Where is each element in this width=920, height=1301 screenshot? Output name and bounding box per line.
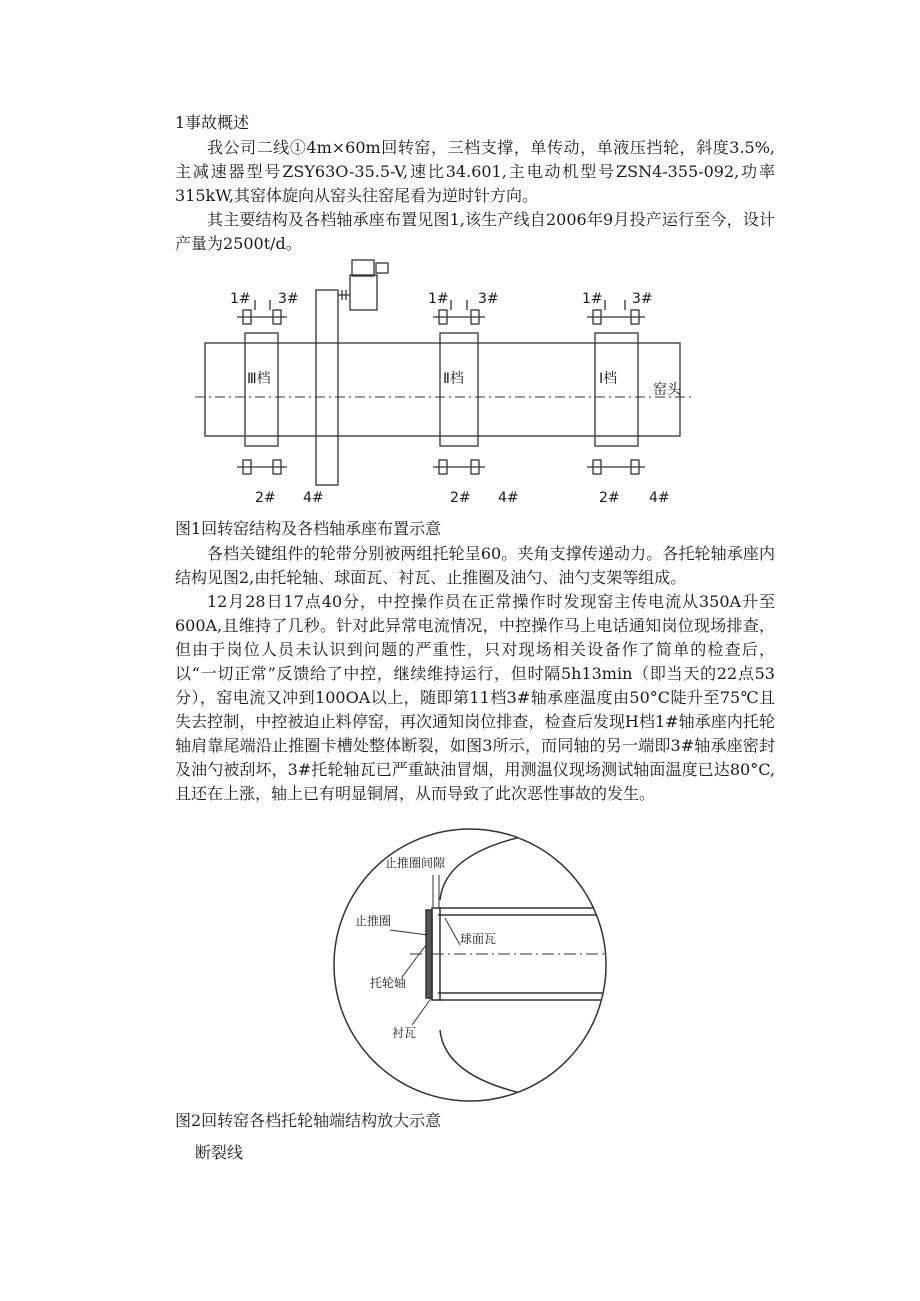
girth-gear [316,290,338,485]
leader-thrust-ring [390,930,428,935]
detail-circle [334,829,606,1101]
station-2-label: Ⅱ档 [443,371,464,387]
station-1-label: Ⅰ档 [599,371,618,387]
leader-liner [412,997,432,1025]
station-3-label: Ⅲ档 [247,371,271,387]
figure-1-kiln-diagram [195,255,715,510]
section-title: 1事故概述 [175,113,250,132]
station-3-tire [245,333,278,446]
paragraph-2: 其主要结构及各档轴承座布置见图1,该生产线自2006年9月投产运行至今，设计产量为2500t/d。 [175,210,775,253]
station-1-label-3: 3# [632,291,653,307]
station-1-label-4: 4# [649,490,670,506]
drive-motor [352,260,374,276]
station-2-label-4: 4# [498,490,519,506]
station-2-tire [440,333,478,446]
figure-2-caption: 图2回转窑各档托轮轴端结构放大示意 [175,1111,442,1130]
drive-motor-fan [376,263,388,273]
station-1-label-1: 1# [582,291,603,307]
liner-arc-top [440,833,540,900]
trailing-text: 断裂线 [195,1143,244,1162]
leader-spherical [445,918,460,945]
label-thrust-ring: 止推圈 [355,914,392,928]
label-spherical-bush: 球面瓦 [460,932,497,946]
station-3-label-1: 1# [230,291,251,307]
station-2-bottom-bearings [433,460,485,474]
station-1-top-bearings [587,310,645,324]
station-3-top-bearings [237,310,287,324]
station-1-tire [595,333,638,446]
paragraph-3: 各档关键组件的轮带分别被两组托轮呈60。夹角支撑传递动力。各托轮轴承座内结构见图2,由托轮轴、球面瓦、衬瓦、止推圈及油勺、油勺支架等组成。 [175,544,775,587]
kiln-head-label: 窑头 [653,382,681,398]
station-2-label-1: 1# [428,291,449,307]
paragraph-4: 12月28日17点40分，中控操作员在正常操作时发现窑主传电流从350A升至600A,且维持了几秒。针对此异常电流情况，中控操作马上电话通知岗位现场排查，但由于岗位人员未认识到问题的严重性，只对现场相关设备作了简单的检查后，以“一切正常”反馈给了中控，继续维持运行，但时隔5h13min（即当天的22点53分），窑电流又冲到100OA以上，随即第11档3#轴承座温度由50°C陡升至75℃且失去控制，中控被迫止料停窑，再次通知岗位排查，检查后发现H档1#轴承座内托轮轴肩靠尾端沿止推圈卡槽处整体断裂，如图3所示，而同轴的另一端即3#轴承座密封及油勺被刮坏，3#托轮轴瓦已严重缺油冒烟，用测温仪现场测试轴面温度已达80°C,且还在上涨，轴上已有明显铜屑，从而导致了此次恶性事故的发生。 [175,592,775,803]
leader-shaft [402,945,426,977]
label-liner: 衬瓦 [392,1026,417,1040]
figure-2-shaft-end-diagram [320,825,620,1105]
station-1-label-2: 2# [599,490,620,506]
kiln-shell [205,343,680,436]
liner-arc-bottom [440,1030,540,1097]
station-1-bottom-bearings [587,460,645,474]
drive-reducer [350,275,377,310]
station-3-label-3: 3# [278,291,299,307]
station-3-label-2: 2# [255,490,276,506]
station-2-label-2: 2# [450,490,471,506]
label-gap: 止推圈间隙 [385,856,446,870]
station-3-bottom-bearings [237,460,287,474]
paragraph-1: 我公司二线①4m×60m回转窑，三档支撑，单传动，单液压挡轮，斜度3.5%,主减速器型号ZSY63O-35.5-V,速比34.601,主电动机型号ZSN4-355-092,功率315kW,其窑体旋向从窑头往窑尾看为逆时针方向。 [175,138,775,205]
station-2-top-bearings [433,310,485,324]
station-2-label-3: 3# [478,291,499,307]
label-roller-shaft: 托轮轴 [370,976,407,990]
thrust-ring [426,910,432,998]
station-3-label-4: 4# [303,490,324,506]
figure-1-caption: 图1回转窑结构及各档轴承座布置示意 [175,519,442,538]
